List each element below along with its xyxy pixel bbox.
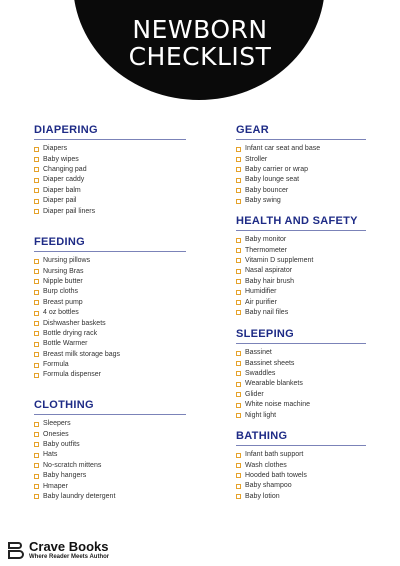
checkbox[interactable] xyxy=(34,321,39,326)
checklist-item-label: Air purifier xyxy=(245,298,277,306)
checkbox[interactable] xyxy=(236,371,241,376)
checkbox[interactable] xyxy=(236,413,241,418)
checklist xyxy=(34,144,186,217)
checklist-item[interactable] xyxy=(236,245,366,255)
checklist-item[interactable] xyxy=(236,492,366,502)
checklist-item-label: Wash clothes xyxy=(245,461,287,469)
checklist-item[interactable] xyxy=(236,297,366,307)
checklist-item[interactable] xyxy=(236,235,366,245)
checklist-item-label: Nursing pillows xyxy=(43,257,91,265)
section-bathing xyxy=(236,430,366,502)
checkbox[interactable] xyxy=(236,167,241,172)
checklist-item[interactable] xyxy=(236,175,366,185)
checkbox[interactable] xyxy=(236,351,241,356)
checkbox[interactable] xyxy=(34,199,39,204)
checklist-item[interactable] xyxy=(34,196,186,206)
checkbox[interactable] xyxy=(34,342,39,347)
checklist-item-label: Hmaper xyxy=(43,482,68,490)
checklist xyxy=(34,419,186,502)
checkbox[interactable] xyxy=(34,442,39,447)
checklist-item[interactable] xyxy=(34,165,186,175)
checkbox[interactable] xyxy=(236,279,241,284)
checklist-item-label: Swaddles xyxy=(245,369,276,377)
section-title: BATHING xyxy=(236,430,288,442)
checklist-item-label: Nasal aspirator xyxy=(245,267,293,275)
checklist-item-label: Night light xyxy=(245,411,277,419)
checklist-item-label: Bassinet xyxy=(245,349,272,357)
checkbox[interactable] xyxy=(34,157,39,162)
checkbox[interactable] xyxy=(34,484,39,489)
checklist-item[interactable] xyxy=(236,410,366,420)
section-gear xyxy=(236,124,366,206)
checklist-item-label: Stroller xyxy=(245,155,268,163)
checklist-item[interactable] xyxy=(34,329,186,339)
title-line-2: CHECKLIST xyxy=(128,42,272,71)
checklist xyxy=(236,235,366,318)
checklist-item[interactable] xyxy=(236,471,366,481)
checklist-item[interactable] xyxy=(34,287,186,297)
section-diapering xyxy=(34,124,186,217)
checklist-item[interactable] xyxy=(236,256,366,266)
checklist-item[interactable] xyxy=(236,348,366,358)
checkbox[interactable] xyxy=(34,178,39,183)
checklist-item[interactable] xyxy=(34,318,186,328)
checklist-item-label: Baby swing xyxy=(245,197,281,205)
checklist-item[interactable] xyxy=(236,154,366,164)
checklist-item[interactable] xyxy=(236,165,366,175)
checkbox[interactable] xyxy=(236,403,241,408)
checkbox[interactable] xyxy=(34,269,39,274)
checklist-item[interactable] xyxy=(236,186,366,196)
checklist-item-label: Wearable blankets xyxy=(245,380,303,388)
checkbox[interactable] xyxy=(236,248,241,253)
brand-name: Crave Books xyxy=(29,539,109,554)
checklist xyxy=(34,256,186,381)
checklist-item[interactable] xyxy=(236,287,366,297)
checklist-item[interactable] xyxy=(236,277,366,287)
checklist-item-label: Bassinet sheets xyxy=(245,359,295,367)
section-divider xyxy=(236,343,366,344)
checklist-item-label: Bottle drying rack xyxy=(43,329,98,337)
checklist-item[interactable] xyxy=(34,339,186,349)
checklist-item[interactable] xyxy=(34,419,186,429)
checkbox[interactable] xyxy=(236,188,241,193)
section-feeding xyxy=(34,236,186,381)
crave-books-logo xyxy=(8,540,109,561)
checkbox[interactable] xyxy=(34,352,39,357)
checklist-item[interactable] xyxy=(34,266,186,276)
checkbox[interactable] xyxy=(34,453,39,458)
section-clothing xyxy=(34,399,186,502)
checklist-item-label: Nursing Bras xyxy=(43,267,84,275)
checklist-item-label: Baby carrier or wrap xyxy=(245,165,309,173)
book-stack-icon xyxy=(8,542,24,560)
checklist-item[interactable] xyxy=(34,481,186,491)
checklist-item[interactable] xyxy=(236,308,366,318)
checklist-item[interactable] xyxy=(34,492,186,502)
checkbox[interactable] xyxy=(34,279,39,284)
checkbox[interactable] xyxy=(236,290,241,295)
checklist-item-label: Baby nail files xyxy=(245,308,289,316)
checklist-item[interactable] xyxy=(34,206,186,216)
checklist-item[interactable] xyxy=(34,175,186,185)
checklist-item-label: Thermometer xyxy=(245,246,288,254)
checklist-item-label: Baby hair brush xyxy=(245,277,295,285)
section-title: HEALTH AND SAFETY xyxy=(236,215,358,227)
checklist-item-label: Baby lounge seat xyxy=(245,176,300,184)
checkbox[interactable] xyxy=(34,290,39,295)
checklist-item-label: Burp cloths xyxy=(43,288,79,296)
checklist-item-label: Nipple butter xyxy=(43,277,83,285)
section-title: GEAR xyxy=(236,124,269,136)
section-sleeping xyxy=(236,328,366,421)
checklist-item-label: No-scratch mittens xyxy=(43,461,102,469)
checkbox[interactable] xyxy=(236,392,241,397)
checkbox[interactable] xyxy=(236,199,241,204)
checkbox[interactable] xyxy=(236,382,241,387)
checklist-item-label: Diaper pail xyxy=(43,197,77,205)
checkbox[interactable] xyxy=(236,178,241,183)
checklist-item-label: Breast pump xyxy=(43,298,83,306)
checklist xyxy=(236,450,366,502)
checkbox[interactable] xyxy=(236,473,241,478)
checklist-item-label: Baby hangers xyxy=(43,472,87,480)
brand-tagline: Where Reader Meets Author xyxy=(29,554,110,560)
checkbox[interactable] xyxy=(236,157,241,162)
checklist-item[interactable] xyxy=(34,429,186,439)
checkbox[interactable] xyxy=(34,167,39,172)
checklist-item-label: Bottle Warmer xyxy=(43,340,88,348)
checkbox[interactable] xyxy=(34,363,39,368)
checklist-item-label: Diaper caddy xyxy=(43,176,85,184)
checkbox[interactable] xyxy=(236,494,241,499)
checklist-item[interactable] xyxy=(236,390,366,400)
checklist-item[interactable] xyxy=(34,440,186,450)
checkbox[interactable] xyxy=(34,422,39,427)
checklist-item[interactable] xyxy=(236,196,366,206)
checklist-item[interactable] xyxy=(236,460,366,470)
checklist-item-label: Baby monitor xyxy=(245,236,287,244)
checkbox[interactable] xyxy=(34,494,39,499)
checklist-item[interactable] xyxy=(34,360,186,370)
checkbox[interactable] xyxy=(236,361,241,366)
section-title: CLOTHING xyxy=(34,399,94,411)
checklist-item[interactable] xyxy=(34,370,186,380)
checklist-item-label: Glider xyxy=(245,390,264,398)
checklist-item-label: Baby shampoo xyxy=(245,482,292,490)
checklist-item-label: Baby bouncer xyxy=(245,186,289,194)
checklist-item-label: Baby lotion xyxy=(245,492,280,500)
checklist-item-label: Baby laundry detergent xyxy=(43,492,116,500)
checkbox[interactable] xyxy=(34,188,39,193)
checkbox[interactable] xyxy=(34,474,39,479)
checklist-item-label: Humidifier xyxy=(245,288,277,296)
checkbox[interactable] xyxy=(34,331,39,336)
checkbox[interactable] xyxy=(236,453,241,458)
section-title: DIAPERING xyxy=(34,124,98,136)
section-divider xyxy=(236,230,366,231)
checkbox[interactable] xyxy=(34,432,39,437)
checklist-item-label: White noise machine xyxy=(245,401,310,409)
checkbox[interactable] xyxy=(236,310,241,315)
checklist-item[interactable] xyxy=(34,450,186,460)
checklist-item-label: Changing pad xyxy=(43,165,87,173)
checklist-item[interactable] xyxy=(34,308,186,318)
checkbox[interactable] xyxy=(236,238,241,243)
checkbox[interactable] xyxy=(34,259,39,264)
checklist xyxy=(236,144,366,206)
checklist-item-label: Baby wipes xyxy=(43,155,79,163)
checklist-item[interactable] xyxy=(34,154,186,164)
checkbox[interactable] xyxy=(236,258,241,263)
checklist-item[interactable] xyxy=(236,358,366,368)
checklist-item-label: Sleepers xyxy=(43,420,71,428)
checklist-item-label: Diaper balm xyxy=(43,186,81,194)
checklist-item[interactable] xyxy=(236,400,366,410)
checkbox[interactable] xyxy=(236,300,241,305)
page-title xyxy=(0,16,400,70)
section-divider xyxy=(34,139,186,140)
checklist-item[interactable] xyxy=(34,471,186,481)
checklist-item[interactable] xyxy=(34,256,186,266)
checklist-item-label: Formula dispenser xyxy=(43,371,101,379)
checklist-item[interactable] xyxy=(236,450,366,460)
checkbox[interactable] xyxy=(236,269,241,274)
checklist-item[interactable] xyxy=(34,298,186,308)
checklist-item[interactable] xyxy=(236,266,366,276)
checklist-item[interactable] xyxy=(236,369,366,379)
checkbox[interactable] xyxy=(236,147,241,152)
title-line-1: NEWBORN xyxy=(132,15,268,44)
section-divider xyxy=(236,445,366,446)
checklist-item[interactable] xyxy=(236,481,366,491)
section-title: FEEDING xyxy=(34,236,85,248)
checklist-item-label: Breast milk storage bags xyxy=(43,350,121,358)
checklist-item-label: Formula xyxy=(43,361,69,369)
checkbox[interactable] xyxy=(34,147,39,152)
checkbox[interactable] xyxy=(236,484,241,489)
section-divider xyxy=(236,139,366,140)
checklist xyxy=(236,348,366,421)
checklist-item-label: Hats xyxy=(43,451,58,459)
checklist-item-label: Onesies xyxy=(43,430,69,438)
checklist-item[interactable] xyxy=(34,461,186,471)
checklist-item[interactable] xyxy=(34,350,186,360)
checklist-item[interactable] xyxy=(34,277,186,287)
checklist-item-label: Hooded bath towels xyxy=(245,471,307,479)
section-title: SLEEPING xyxy=(236,328,295,340)
checklist-item[interactable] xyxy=(34,144,186,154)
checklist-item-label: Baby outfits xyxy=(43,440,80,448)
checklist-item[interactable] xyxy=(236,144,366,154)
checkbox[interactable] xyxy=(34,373,39,378)
checklist-item-label: Infant bath support xyxy=(245,451,304,459)
checkbox[interactable] xyxy=(34,209,39,214)
checkbox[interactable] xyxy=(34,311,39,316)
checkbox[interactable] xyxy=(34,463,39,468)
checkbox[interactable] xyxy=(34,300,39,305)
section-divider xyxy=(34,251,186,252)
checklist-item-label: Dishwasher baskets xyxy=(43,319,106,327)
checklist-item-label: Diaper pail liners xyxy=(43,207,96,215)
checklist-item-label: Infant car seat and base xyxy=(245,145,321,153)
section-divider xyxy=(34,414,186,415)
checklist-item[interactable] xyxy=(34,186,186,196)
checklist-item-label: Diapers xyxy=(43,145,68,153)
section-health-and-safety xyxy=(236,215,366,318)
checklist-item[interactable] xyxy=(236,379,366,389)
checklist-item-label: 4 oz bottles xyxy=(43,309,79,317)
checkbox[interactable] xyxy=(236,463,241,468)
checklist-item-label: Vitamin D supplement xyxy=(245,256,314,264)
